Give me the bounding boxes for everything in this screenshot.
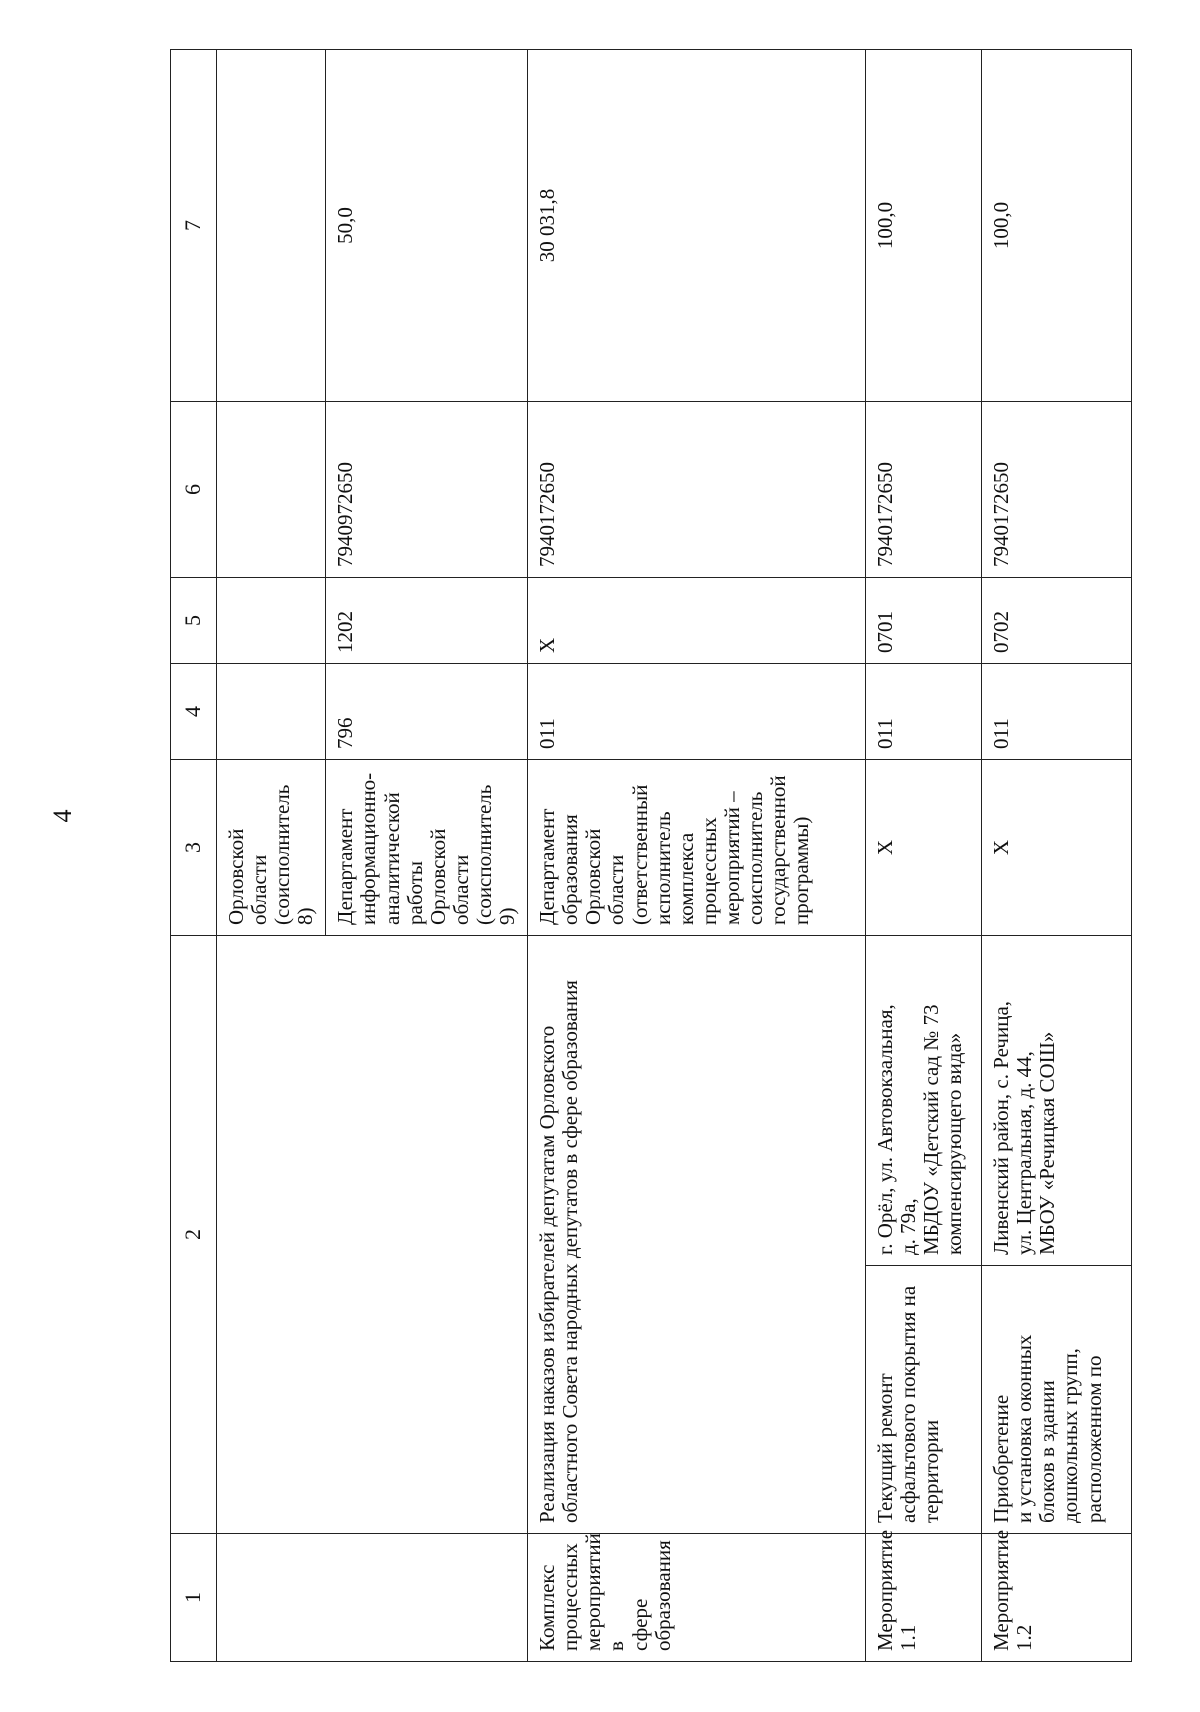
cont-col-2 bbox=[217, 936, 528, 1534]
executor-9: Департамент информационно- аналитической работы Орловской области (соисполнитель 9) bbox=[326, 760, 528, 936]
header-row bbox=[171, 50, 217, 1662]
cont-b-col-7: 50,0 bbox=[326, 50, 528, 402]
cont-col-1 bbox=[217, 1534, 528, 1662]
header-col-1: 1 bbox=[171, 1534, 217, 1662]
complex-row bbox=[528, 50, 866, 1662]
header-col-2: 2 bbox=[171, 936, 217, 1534]
program-table bbox=[170, 49, 1132, 1662]
cont-b-col-6: 7940972650 bbox=[326, 402, 528, 578]
event-col-7: 100,0 bbox=[982, 50, 1132, 402]
cont-b-col-5: 1202 bbox=[326, 578, 528, 664]
event-col-5: 0701 bbox=[866, 578, 982, 664]
event-col-4: 011 bbox=[866, 664, 982, 760]
cont-a-col-4 bbox=[217, 664, 326, 760]
rotated-table-frame bbox=[170, 50, 1106, 1662]
event-address: Ливенский район, с. Речица, ул. Центральная, д. 44, МБОУ «Речицкая СОШ» bbox=[982, 936, 1132, 1266]
complex-col-7: 30 031,8 bbox=[528, 50, 866, 402]
cont-a-col-7 bbox=[217, 50, 326, 402]
page-number: 4 bbox=[48, 809, 77, 823]
header-col-7: 7 bbox=[171, 50, 217, 402]
cont-a-col-5 bbox=[217, 578, 326, 664]
executor-8: Орловской области (соисполнитель 8) bbox=[217, 760, 326, 936]
event-col-6: 7940172650 bbox=[982, 402, 1132, 578]
event-address: г. Орёл, ул. Автовокзальная, д. 79а, МБДОУ «Детский сад № 73 компенсирующего вида» bbox=[866, 936, 982, 1266]
event-executor: X bbox=[866, 760, 982, 936]
complex-executor: Департамент образования Орловской области (ответственный исполнитель комплекса процессных мероприятий – соисполнитель государственной программы) bbox=[528, 760, 866, 936]
event-name: Мероприятие 1.1 bbox=[866, 1534, 982, 1662]
header-col-6: 6 bbox=[171, 402, 217, 578]
rotated-table-sheet bbox=[170, 50, 1106, 1662]
complex-col-5: X bbox=[528, 578, 866, 664]
header-col-5: 5 bbox=[171, 578, 217, 664]
event-col-6: 7940172650 bbox=[866, 402, 982, 578]
event-work: Приобретение и установка оконных блоков в здании дошкольных групп, расположенном по bbox=[982, 1266, 1132, 1534]
event-row-1-1 bbox=[866, 50, 982, 1662]
event-col-4: 011 bbox=[982, 664, 1132, 760]
header-col-3: 3 bbox=[171, 760, 217, 936]
event-row-1-2 bbox=[982, 50, 1132, 1662]
complex-col-4: 011 bbox=[528, 664, 866, 760]
complex-col-6: 7940172650 bbox=[528, 402, 866, 578]
continuation-row-a bbox=[217, 50, 326, 1662]
header-col-4: 4 bbox=[171, 664, 217, 760]
event-col-7: 100,0 bbox=[866, 50, 982, 402]
cont-a-col-6 bbox=[217, 402, 326, 578]
cont-b-col-4: 796 bbox=[326, 664, 528, 760]
event-work: Текущий ремонт асфальтового покрытия на территории bbox=[866, 1266, 982, 1534]
event-col-5: 0702 bbox=[982, 578, 1132, 664]
event-name: Мероприятие 1.2 bbox=[982, 1534, 1132, 1662]
complex-name: Комплекс процессных мероприятий в сфере образования bbox=[528, 1534, 866, 1662]
event-executor: X bbox=[982, 760, 1132, 936]
complex-description: Реализация наказов избирателей депутатам Орловского областного Совета народных депутатов в сфере образования bbox=[528, 936, 866, 1534]
